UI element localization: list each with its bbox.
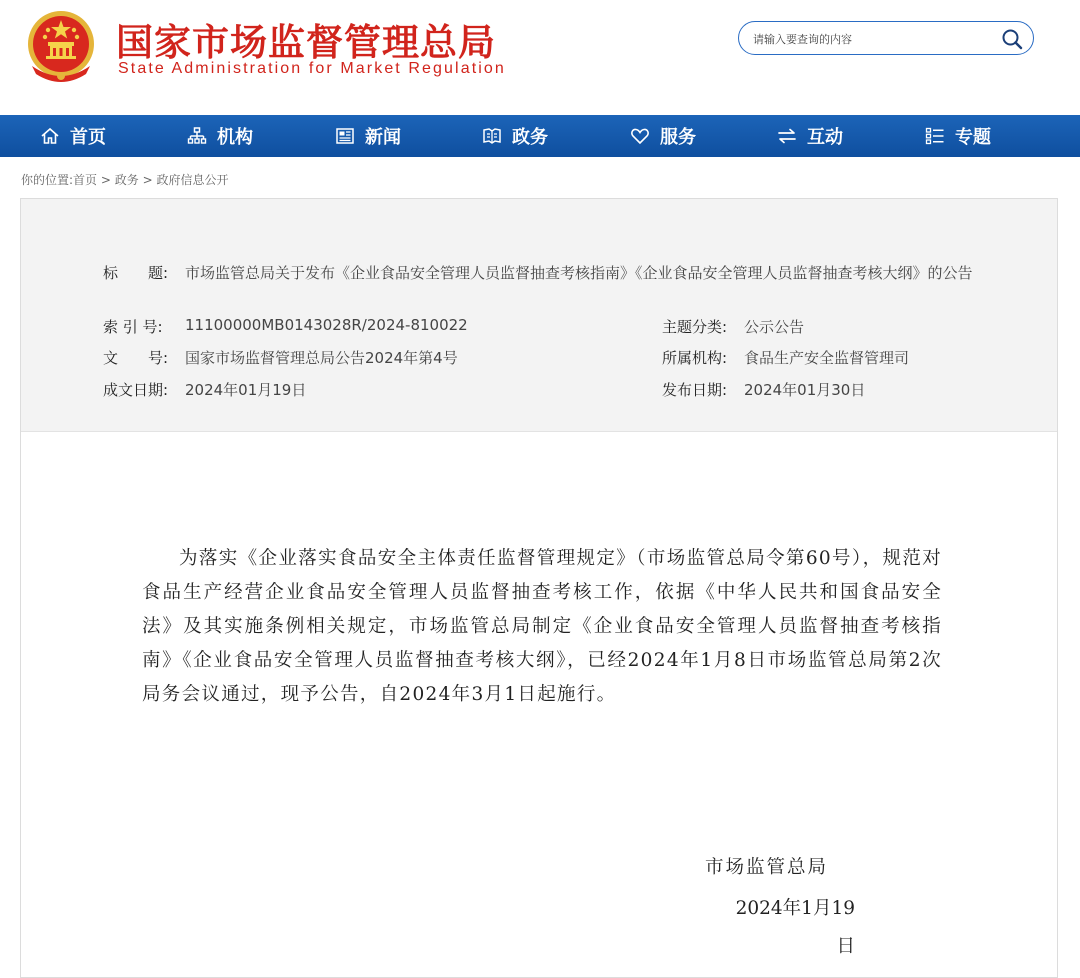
meta-doc-number-label: 文 号: <box>103 349 169 367</box>
meta-index-label: 索 引 号: <box>103 318 163 336</box>
national-emblem-icon[interactable] <box>22 8 100 84</box>
nav-label: 互动 <box>807 127 843 148</box>
nav-item-home[interactable] <box>40 115 106 157</box>
home-icon <box>40 126 60 146</box>
meta-category-value: 公示公告 <box>744 318 805 336</box>
main-nav <box>0 115 1080 157</box>
nav-label: 专题 <box>955 127 991 148</box>
heart-icon <box>630 126 650 146</box>
meta-published-label: 发布日期: <box>662 381 728 399</box>
nav-label: 服务 <box>660 127 696 148</box>
breadcrumb-separator: > <box>142 173 153 187</box>
document-metadata <box>21 199 1057 432</box>
nav-label: 首页 <box>70 127 106 148</box>
article-body: 为落实《企业落实食品安全主体责任监督管理规定》（市场监管总局令第60号），规范对食品生产经营企业食品安全管理人员监督抽查考核工作，依据《中华人民共和国食品安全法》及其实施条例相关规定，市场监管总局制定《企业食品安全管理人员监督抽查考核指南》《企业食品安全管理人员监督抽查考核大纲》，已经2024年1月8日市场监管总局第2次局务会议通过，现予公告，自2024年3月1日起施行。 <box>142 548 942 705</box>
exchange-icon <box>777 126 797 146</box>
nav-item-interaction[interactable] <box>777 115 843 157</box>
nav-label: 机构 <box>217 127 253 148</box>
breadcrumb-item-info-disclosure[interactable]: 政府信息公开 <box>156 173 229 187</box>
signature-organization: 市场监管总局 <box>705 857 829 878</box>
meta-created-label: 成文日期: <box>103 381 169 399</box>
org-chart-icon <box>187 126 207 146</box>
meta-published-value: 2024年01月30日 <box>744 381 866 399</box>
search-input[interactable] <box>751 28 995 50</box>
meta-created-value: 2024年01月19日 <box>185 381 307 399</box>
breadcrumb-item-home[interactable]: 首页 <box>73 173 98 187</box>
newspaper-icon <box>335 126 355 146</box>
search-icon[interactable] <box>1001 28 1023 50</box>
nav-item-services[interactable] <box>630 115 696 157</box>
meta-doc-number-value: 国家市场监督管理总局公告2024年第4号 <box>185 349 458 367</box>
meta-index-value: 11100000MB0143028R/2024-810022 <box>185 316 468 334</box>
site-header <box>0 0 1080 115</box>
site-subtitle: State Administration for Market Regulation <box>118 60 506 77</box>
breadcrumb-separator: > <box>100 173 111 187</box>
list-icon <box>925 126 945 146</box>
breadcrumb-item-government-affairs[interactable]: 政务 <box>114 173 139 187</box>
breadcrumb-prefix: 你的位置: <box>21 173 74 187</box>
nav-item-news[interactable] <box>335 115 401 157</box>
signature-date: 2024年1月19日 <box>735 898 855 957</box>
meta-org-label: 所属机构: <box>662 349 728 367</box>
breadcrumb <box>21 171 229 188</box>
nav-item-government-affairs[interactable] <box>482 115 548 157</box>
meta-title-label: 标 题: <box>103 264 169 282</box>
meta-category-label: 主题分类: <box>662 318 728 336</box>
nav-label: 新闻 <box>365 127 401 148</box>
meta-org-value: 食品生产安全监督管理司 <box>744 349 910 367</box>
meta-title-value: 市场监管总局关于发布《企业食品安全管理人员监督抽查考核指南》《企业食品安全管理人员监督抽查考核大纲》的公告 <box>185 264 973 282</box>
nav-item-topics[interactable] <box>925 115 991 157</box>
nav-label: 政务 <box>512 127 548 148</box>
search-box <box>738 21 1034 55</box>
nav-item-institutions[interactable] <box>187 115 253 157</box>
site-title[interactable]: 国家市场监督管理总局 <box>116 21 496 64</box>
folder-book-icon <box>482 126 502 146</box>
